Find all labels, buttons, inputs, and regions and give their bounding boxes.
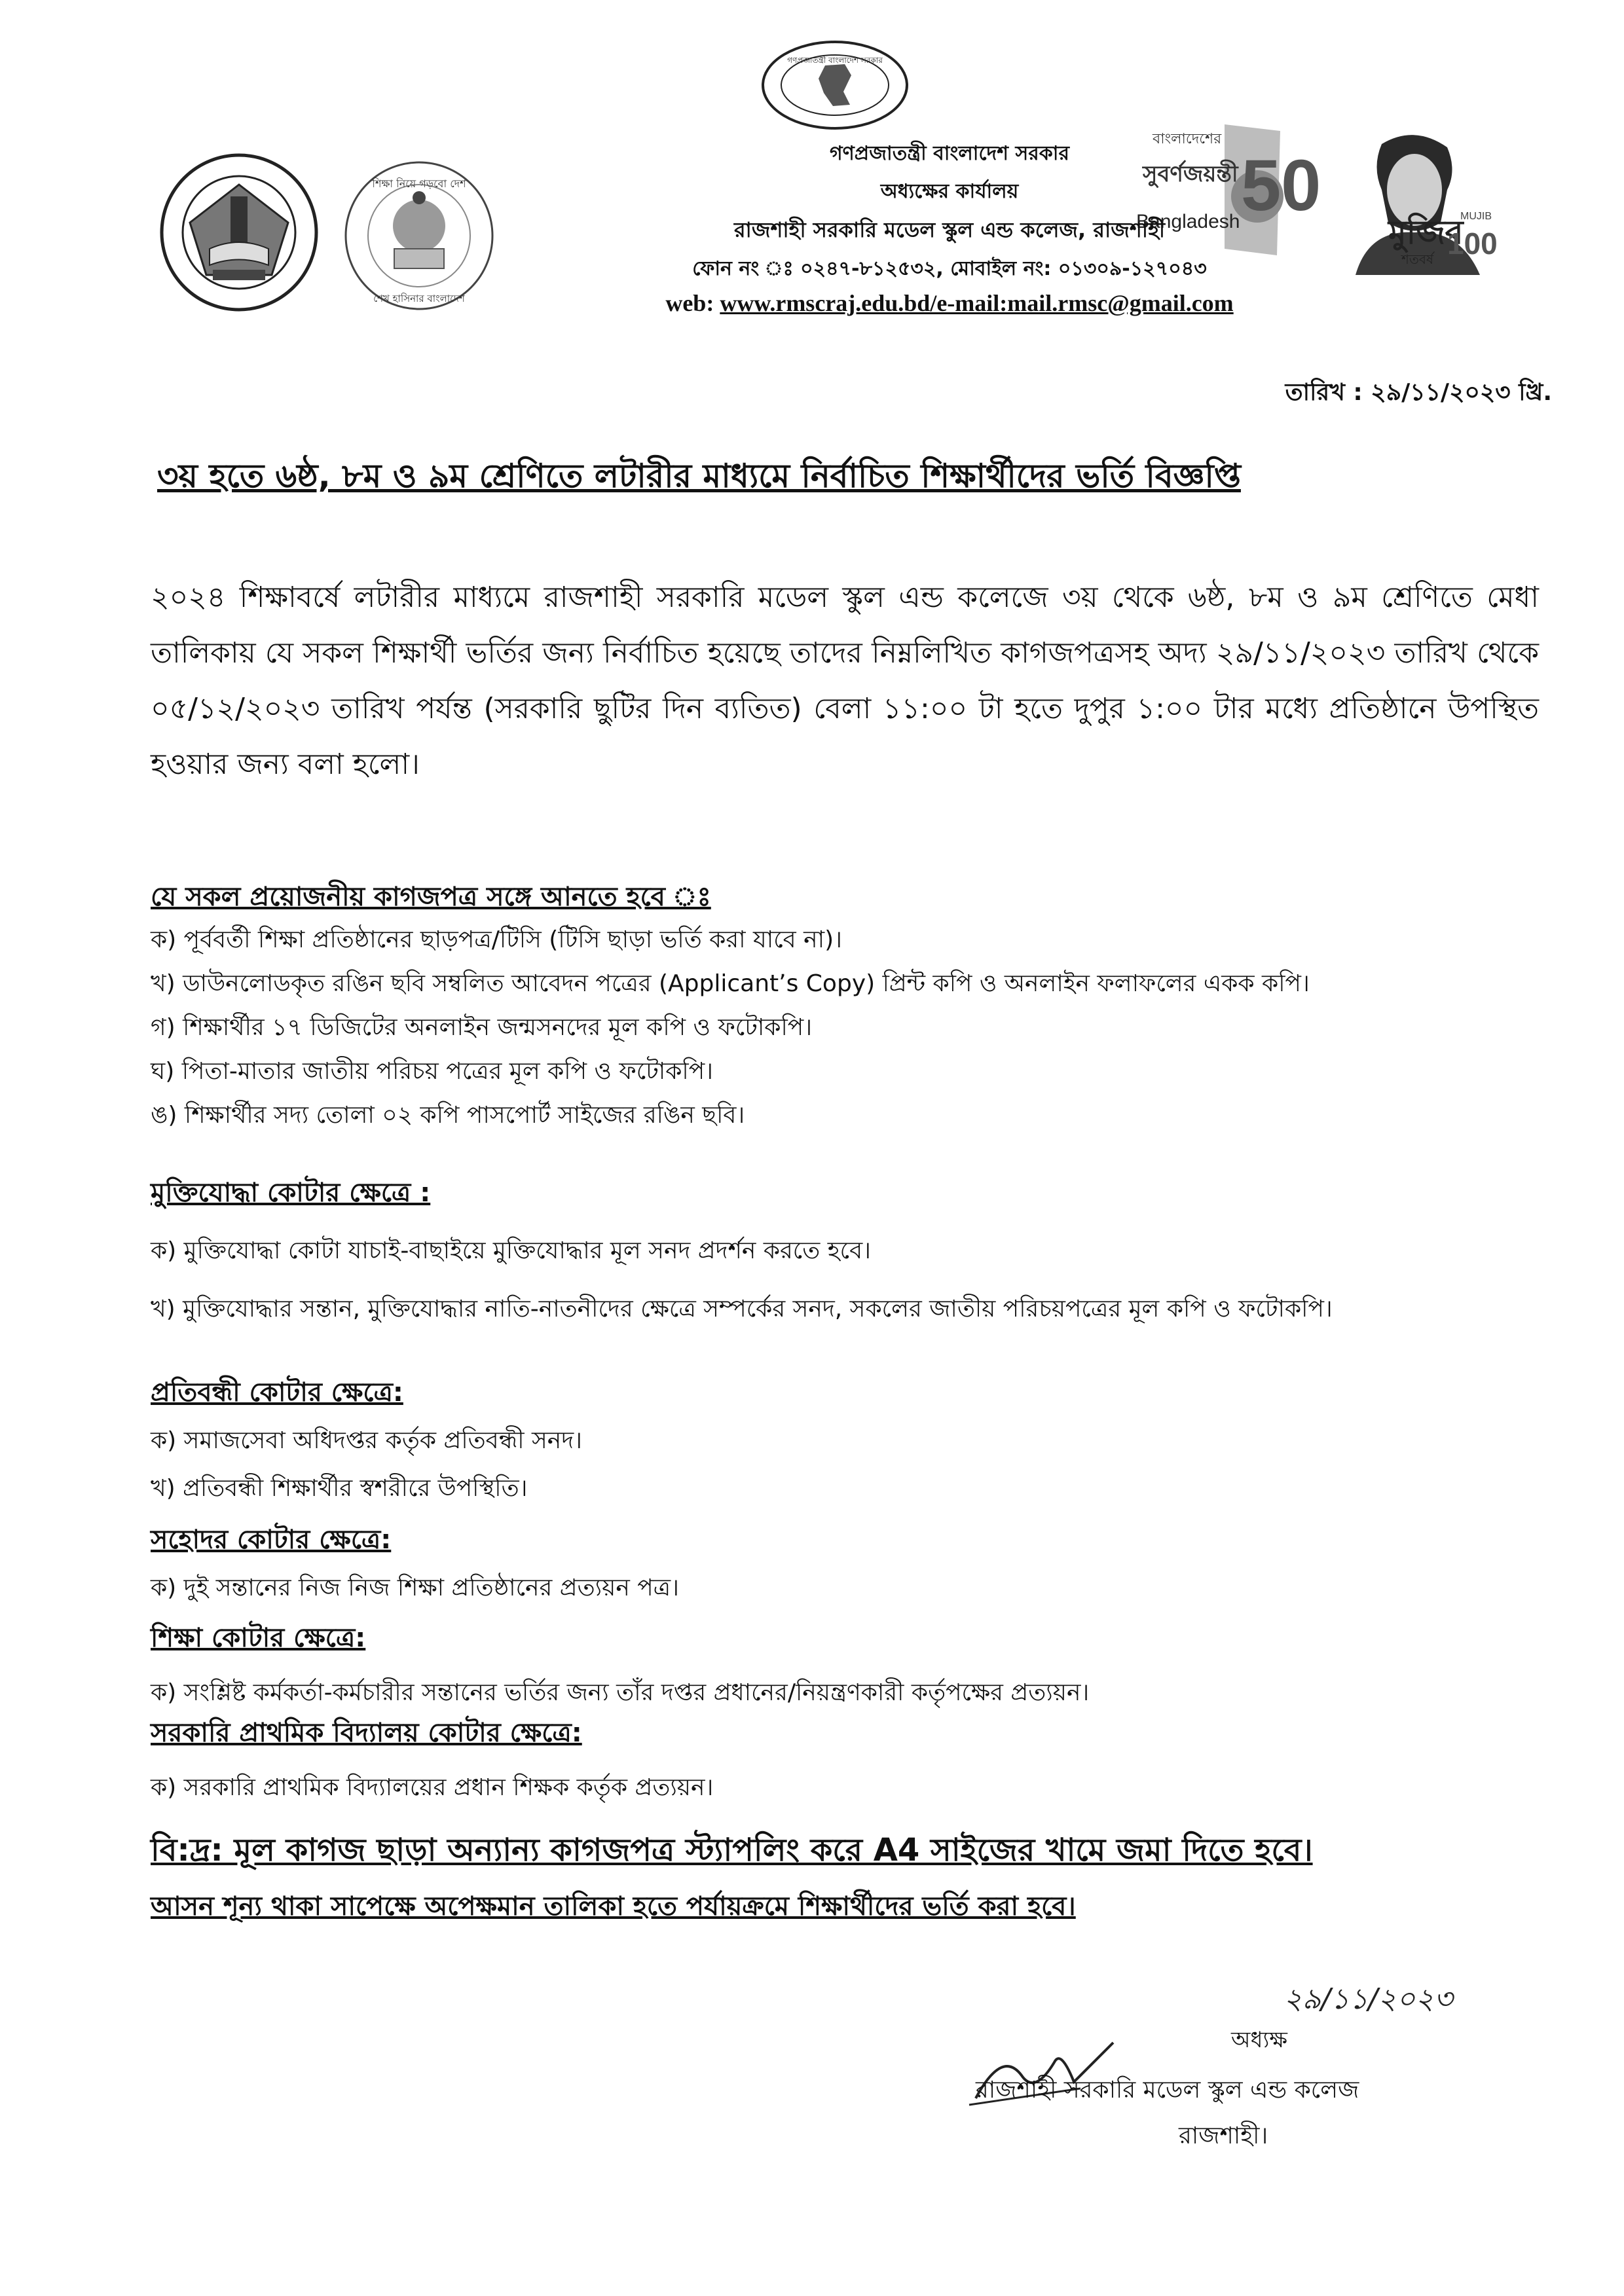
list-item: ক) সংশ্লিষ্ট কর্মকর্তা-কর্মচারীর সন্তানের ভর্তির জন্য তাঁর দপ্তর প্রধানের/নিয়ন্ত্রণকারী কর্তৃপক্ষের প্রত্যয়ন। bbox=[151, 1679, 1090, 1706]
note-waiting-list: আসন শূন্য থাকা সাপেক্ষে অপেক্ষমান তালিকা হতে পর্যায়ক্রমে শিক্ষার্থীদের ভর্তি করা হবে। bbox=[151, 1891, 1076, 1922]
header-phone: ফোন নং ঃ ০২৪৭-৮১২৫৩২, মোবাইল নং: ০১৩০৯-১২৭০৪৩ bbox=[692, 257, 1207, 280]
list-item: ক) পূর্ববর্তী শিক্ষা প্রতিষ্ঠানের ছাড়পত্র/টিসি (টিসি ছাড়া ভর্তি করা যাবে না)। bbox=[151, 926, 843, 953]
web-label: web: bbox=[665, 290, 720, 316]
notice-title: ৩য় হতে ৬ষ্ঠ, ৮ম ও ৯ম শ্রেণিতে লটারীর মাধ্যমে নির্বাচিত শিক্ষার্থীদের ভর্তি বিজ্ঞপ্তি bbox=[157, 457, 1241, 495]
list-item: ঘ) পিতা-মাতার জাতীয় পরিচয় পত্রের মূল কপি ও ফটোকপি। bbox=[151, 1058, 714, 1085]
notice-date: তারিখ : ২৯/১১/২০২৩ খ্রি. bbox=[1285, 379, 1552, 406]
header-office: অধ্যক্ষের কার্যালয় bbox=[880, 180, 1019, 203]
list-item: ঙ) শিক্ষার্থীর সদ্য তোলা ০২ কপি পাসপোর্ট সাইজের রঙিন ছবি। bbox=[151, 1102, 745, 1129]
web-link[interactable]: www.rmscraj.edu.bd/e-mail:mail.rmsc@gmail.com bbox=[720, 290, 1234, 316]
list-item: ক) দুই সন্তানের নিজ নিজ শিক্ষা প্রতিষ্ঠানের প্রত্যয়ন পত্র। bbox=[151, 1575, 680, 1601]
list-item: খ) ডাউনলোডকৃত রঙিন ছবি সম্বলিত আবেদন পত্রের (Applicant’s Copy) প্রিন্ট কপি ও অনলাইন ফলাফলের একক কপি। bbox=[151, 970, 1310, 997]
list-item: ক) সরকারি প্রাথমিক বিদ্যালয়ের প্রধান শিক্ষক কর্তৃক প্রত্যয়ন। bbox=[151, 1774, 714, 1801]
golden-jubilee-line2: সুবর্ণজয়ন্তী bbox=[1143, 161, 1238, 187]
disabled-quota-heading: প্রতিবন্ধী কোটার ক্ষেত্রে: bbox=[151, 1377, 403, 1408]
golden-jubilee-line1: বাংলাদেশের bbox=[1153, 131, 1222, 147]
header-web bbox=[622, 289, 1277, 317]
freedom-quota-heading: মুক্তিযোদ্ধা কোটার ক্ষেত্রে : bbox=[151, 1178, 431, 1208]
mujib-number: 100 bbox=[1447, 227, 1498, 261]
sibling-quota-heading: সহোদর কোটার ক্ষেত্রে: bbox=[151, 1525, 392, 1555]
golden-jubilee-number: 50 bbox=[1241, 145, 1321, 226]
header-government: গণপ্রজাতন্ত্রী বাংলাদেশ সরকার bbox=[830, 142, 1069, 165]
shikkha-logo-text: শিক্ষা নিয়ে গড়বো দেশ bbox=[372, 177, 466, 190]
principal-location: রাজশাহী। bbox=[1179, 2123, 1268, 2149]
list-item: ক) সমাজসেবা অধিদপ্তর কর্তৃক প্রতিবন্ধী সনদ। bbox=[151, 1427, 583, 1454]
mujib-en: MUJIB bbox=[1460, 211, 1492, 222]
header-institution: রাজশাহী সরকারি মডেল স্কুল এন্ড কলেজ, রাজশাহী bbox=[733, 217, 1166, 242]
handwritten-date: ২৯/১১/২০২৩ bbox=[1283, 1982, 1453, 2016]
government-seal-logo bbox=[760, 39, 910, 131]
primary-quota-heading: সরকারি প্রাথমিক বিদ্যালয় কোটার ক্ষেত্রে: bbox=[151, 1718, 582, 1748]
education-quota-heading: শিক্ষা কোটার ক্ষেত্রে: bbox=[151, 1623, 366, 1653]
principal-institution: রাজশাহী সরকারি মডেল স্কুল এন্ড কলেজ bbox=[976, 2077, 1359, 2104]
list-item: ক) মুক্তিযোদ্ধা কোটা যাচাই-বাছাইয়ে মুক্তিযোদ্ধার মূল সনদ প্রদর্শন করতে হবে। bbox=[151, 1237, 872, 1264]
shikkha-logo-sub: শেখ হাসিনার বাংলাদেশ bbox=[373, 293, 465, 304]
note-stapling: বি:দ্র: মূল কাগজ ছাড়া অন্যান্য কাগজপত্র স্ট্যাপলিং করে A4 সাইজের খামে জমা দিতে হবে। bbox=[151, 1832, 1313, 1868]
mujib-sub: শতবর্ষ bbox=[1401, 251, 1433, 267]
list-item: গ) শিক্ষার্থীর ১৭ ডিজিটের অনলাইন জন্মসনদের মূল কপি ও ফটোকপি। bbox=[151, 1014, 813, 1041]
golden-jubilee-country: Bangladesh bbox=[1136, 211, 1240, 232]
government-seal-text: গণপ্রজাতন্ত্রী বাংলাদেশ সরকার bbox=[787, 56, 883, 65]
principal-title: অধ্যক্ষ bbox=[1231, 2027, 1287, 2053]
intro-paragraph: ২০২৪ শিক্ষাবর্ষে লটারীর মাধ্যমে রাজশাহী সরকারি মডেল স্কুল এন্ড কলেজে ৩য় থেকে ৬ষ্ঠ, ৮ম ও ৯ম শ্রেণিতে মেধা তালিকায় যে সকল শিক্ষার্থী ভর্তির জন্য নির্বাচিত হয়েছে তাদের নিম্নলিখিত কাগজপত্রসহ অদ্য ২৯/১১/২০২৩ তারিখ থেকে ০৫/১২/২০২৩ তারিখ পর্যন্ত (সরকারি ছুটির দিন ব্যতিত) বেলা ১১:০০ টা হতে দুপুর ১:০০ টার মধ্যে প্রতিষ্ঠানে উপস্থিত হওয়ার জন্য বলা হলো। bbox=[151, 581, 1539, 781]
list-item: খ) প্রতিবন্ধী শিক্ষার্থীর স্বশরীরে উপস্থিতি। bbox=[151, 1475, 528, 1502]
mujib-text: মুজিব bbox=[1388, 213, 1464, 251]
docs-heading: যে সকল প্রয়োজনীয় কাগজপত্র সঙ্গে আনতে হবে ঃ bbox=[151, 882, 711, 912]
school-seal-logo bbox=[157, 151, 321, 314]
list-item: খ) মুক্তিযোদ্ধার সন্তান, মুক্তিযোদ্ধার নাতি-নাতনীদের ক্ষেত্রে সম্পর্কের সনদ, সকলের জাতীয় পরিচয়পত্রের মূল কপি ও ফটোকপি। bbox=[151, 1296, 1333, 1322]
